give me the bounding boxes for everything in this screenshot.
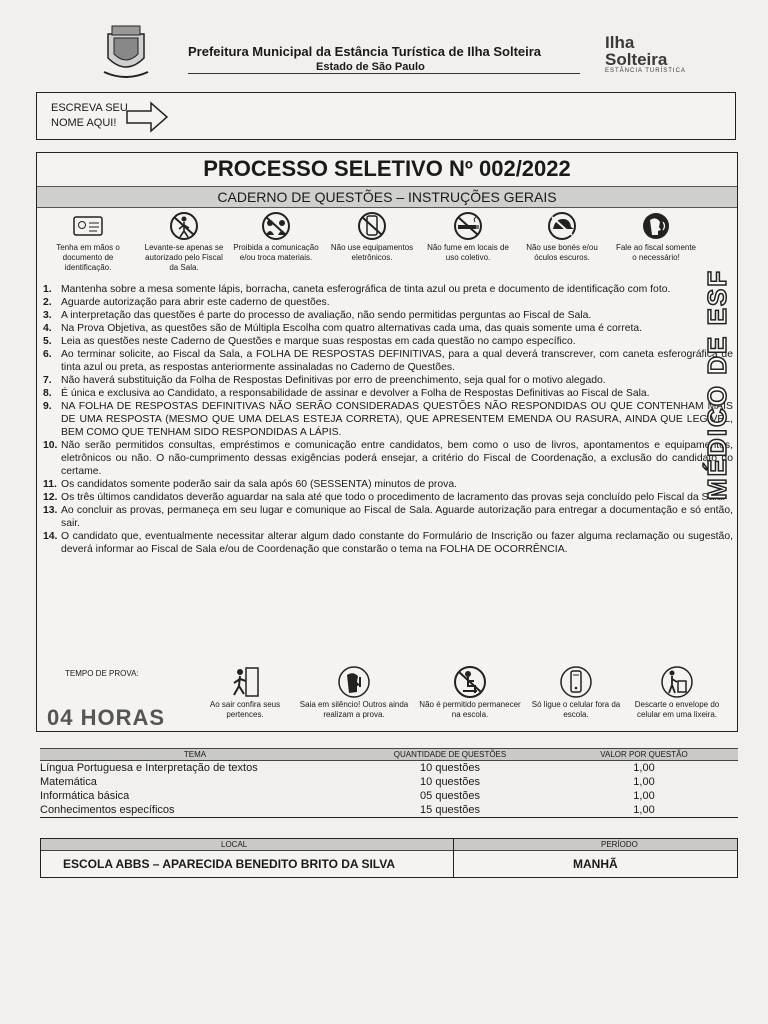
prefeitura-title: Prefeitura Municipal da Estância Turística de Ilha Solteira [188, 44, 542, 59]
instruction-text: Não haverá substituição da Folha de Respostas Definitivas por erro de preenchimento, seja qual for o motivo alegado. [61, 375, 606, 386]
trash-icon [660, 665, 694, 699]
tempo-label: TEMPO DE PROVA: [65, 669, 139, 678]
logo-line2: Solteira [605, 50, 668, 69]
location-header [41, 839, 737, 851]
col-valor: VALOR POR QUESTÃO [550, 749, 738, 761]
instruction-number: 2. [43, 297, 52, 308]
rule-id-card [45, 209, 131, 273]
instruction-item [43, 530, 733, 556]
id-card-icon [71, 211, 105, 241]
bottom-rule-caption: Não é permitido permanecer na escola. [419, 700, 521, 719]
page-header [100, 24, 740, 86]
no-phone-icon [355, 211, 389, 241]
municipal-crest-icon [100, 24, 152, 80]
rule-no-phone [329, 209, 415, 263]
location-divider [453, 839, 454, 877]
logo-line3: ESTÂNCIA TURÍSTICA [605, 68, 686, 74]
instruction-item [43, 491, 733, 504]
arrow-right-icon [125, 101, 169, 133]
instruction-item [43, 400, 733, 439]
instruction-number: 12. [43, 492, 58, 503]
header-rule [188, 73, 580, 74]
instruction-number: 4. [43, 323, 52, 334]
instruction-item [43, 504, 733, 530]
instruction-number: 6. [43, 349, 52, 360]
rule-no-standing [141, 209, 227, 273]
instruction-number: 1. [43, 284, 52, 295]
tempo-value: 04 HORAS [47, 705, 166, 730]
role-vertical-label [688, 268, 748, 520]
name-prompt-line2: NOME AQUI! [51, 117, 117, 129]
no-cap-icon [545, 211, 579, 241]
rule-caption: Não use bonés e/ou óculos escuros. [526, 243, 598, 262]
table-cell: 1,00 [633, 790, 655, 802]
rule-no-talking [233, 209, 319, 263]
instruction-number: 8. [43, 388, 52, 399]
table-cell: Conhecimentos específicos [40, 803, 350, 818]
rule-no-smoking [425, 209, 511, 263]
rule-caption: Não fume em locais de uso coletivo. [427, 243, 509, 262]
table-cell: Matemática [40, 776, 97, 788]
instruction-item [43, 374, 733, 387]
bottom-rule-exit [195, 665, 295, 720]
bottom-rule-caption: Só ligue o celular fora da escola. [531, 700, 621, 719]
periodo-label: PERÍODO [601, 840, 638, 849]
table-header-row [40, 749, 738, 761]
ilha-solteira-logo [605, 34, 686, 74]
role-title: MÉDICO DE ESF [702, 268, 732, 500]
table-cell: 05 questões [420, 790, 480, 802]
instruction-number: 5. [43, 336, 52, 347]
instructions-panel [36, 152, 738, 732]
instruction-text: É única e exclusiva ao Candidato, a responsabilidade de assinar e devolver a Folha de Respostas Definitivas ao Fiscal de Sala. [61, 388, 650, 399]
periodo-value: MANHÃ [573, 857, 618, 871]
table-cell: 10 questões [420, 762, 480, 774]
exam-title: PROCESSO SELETIVO Nº 002/2022 [203, 156, 571, 181]
table-row [40, 803, 738, 818]
instruction-item [43, 335, 733, 348]
bottom-rule-no-stay [417, 665, 523, 720]
no-stay-icon [453, 665, 487, 699]
instruction-text: Ao terminar solicite, ao Fiscal da Sala, a FOLHA DE RESPOSTAS DEFINITIVAS, para a qual deverá transcrever, com caneta esferográfica de tinta azul ou preta, as respostas anteriormente assinaladas no Caderno de Questões. [61, 349, 733, 373]
no-talking-icon [259, 211, 293, 241]
table-cell: Informática básica [40, 790, 130, 802]
instruction-number: 7. [43, 375, 52, 386]
instruction-number: 11. [43, 479, 57, 490]
instruction-text: Na Prova Objetiva, as questões são de Múltipla Escolha com quatro alternativas cada uma, das quais somente uma é correta. [61, 323, 643, 334]
rule-caption: Tenha em mãos o documento de identificação. [56, 243, 120, 272]
bottom-rule-caption: Saia em silêncio! Outros ainda realizam a prova. [299, 700, 409, 719]
rule-speak [613, 209, 699, 263]
no-smoking-icon [451, 211, 485, 241]
rule-icons-row [37, 209, 737, 281]
table-cell: 1,00 [633, 776, 655, 788]
state-subtitle: Estado de São Paulo [316, 61, 425, 73]
logo-line1: Ilha [605, 33, 635, 52]
bottom-rule-caption: Ao sair confira seus pertences. [209, 700, 281, 719]
instruction-number: 9. [43, 401, 52, 412]
name-field[interactable] [36, 92, 736, 140]
col-tema: TEMA [40, 749, 350, 761]
rule-no-cap [519, 209, 605, 263]
instruction-item [43, 439, 733, 478]
instruction-text: O candidato que, eventualmente necessitar alterar algum dado constante do Formulário de Inscrição ou fazer alguma reclamação ou sugestão, deverá informar ao Fiscal de Sala e/ou de Coordenação que constarão o tema na FOLHA DE OCORRÊNCIA. [61, 531, 733, 555]
instruction-item [43, 283, 733, 296]
instruction-item [43, 348, 733, 374]
phone-outside-icon [559, 665, 593, 699]
bottom-rule-phone-outside [531, 665, 621, 720]
table-cell: 1,00 [633, 762, 655, 774]
instruction-text: A interpretação das questões é parte do processo de avaliação, não sendo permitidas perguntas ao Fiscal de Sala. [61, 310, 592, 321]
instruction-number: 3. [43, 310, 52, 321]
instruction-item [43, 478, 733, 491]
table-cell: Língua Portuguesa e Interpretação de textos [40, 762, 258, 774]
instruction-item [43, 387, 733, 400]
table-row [40, 761, 738, 776]
instruction-text: Os três últimos candidatos deverão aguardar na sala até que todo o procedimento de lacramento das provas seja concluído pelo Fiscal da Sala. [61, 492, 726, 503]
rule-caption: Fale ao fiscal somente o necessário! [615, 243, 697, 262]
silence-icon [337, 665, 371, 699]
no-standing-icon [167, 211, 201, 241]
instruction-item [43, 296, 733, 309]
instruction-item [43, 309, 733, 322]
bottom-rule-trash [623, 665, 731, 720]
instruction-text: Mantenha sobre a mesa somente lápis, borracha, caneta esferográfica de tinta azul ou preta e documento de identificação com foto. [61, 284, 671, 295]
instruction-number: 10. [43, 440, 58, 451]
name-prompt-line1: ESCREVA SEU [51, 102, 128, 114]
instruction-text: Ao concluir as provas, permaneça em seu lugar e comunique ao Fiscal de Sala. Aguarde autorização para entregar a documentação e só então, sair. [61, 505, 733, 529]
subjects-table [40, 748, 738, 818]
exit-icon [228, 665, 262, 699]
table-cell: 15 questões [350, 803, 550, 818]
tempo-row [37, 665, 737, 733]
instruction-text: Leia as questões neste Caderno de Questões e marque suas respostas em cada questão no campo específico. [61, 336, 576, 347]
rule-caption: Levante-se apenas se autorizado pelo Fiscal da Sala. [144, 243, 224, 272]
instruction-text: NA FOLHA DE RESPOSTAS DEFINITIVAS NÃO SERÃO CONSIDERADAS QUESTÕES NÃO RESPONDIDAS OU QUE CONTENHAM MAIS DE UMA RESPOSTA (MESMO QUE UMA DELAS ESTEJA CORRETA), QUE APRESENTEM EMENDA OU RASURA, AINDA QUE LEGÍVEL, BEM COMO QUE TENHAM SIDO RESPONDIDAS A LÁPIS. [61, 401, 733, 438]
speak-icon [639, 211, 673, 241]
table-cell: 1,00 [550, 803, 738, 818]
table-row [40, 775, 738, 789]
instruction-text: Não serão permitidos consultas, empréstimos e comunicação entre candidatos, bem como o uso de livros, apontamentos e equipamentos, eletrônicos ou não. O não-cumprimento dessas exigências poderá ensejar, a critério do Fiscal de Coordenação, a exclusão do candidato do certame. [61, 440, 733, 477]
instruction-text: Aguarde autorização para abrir este caderno de questões. [61, 297, 330, 308]
bottom-rule-silence [299, 665, 409, 720]
instruction-text: Os candidatos somente poderão sair da sala após 60 (SESSENTA) minutos de prova. [61, 479, 458, 490]
instructions-list [43, 283, 733, 556]
local-value: ESCOLA ABBS – APARECIDA BENEDITO BRITO DA SILVA [63, 857, 396, 871]
table-cell: 10 questões [420, 776, 480, 788]
location-box [40, 838, 738, 878]
col-quantidade: QUANTIDADE DE QUESTÕES [350, 749, 550, 761]
rule-caption: Proibida a comunicação e/ou troca materiais. [233, 243, 319, 262]
section-title: CADERNO DE QUESTÕES – INSTRUÇÕES GERAIS [37, 186, 737, 208]
instruction-number: 14. [43, 531, 58, 542]
bottom-rule-caption: Descarte o envelope do celular em uma lixeira. [634, 700, 720, 719]
rule-caption: Não use equipamentos eletrônicos. [330, 243, 414, 262]
local-label: LOCAL [221, 840, 248, 849]
instruction-number: 13. [43, 505, 58, 516]
table-row [40, 789, 738, 803]
instruction-item [43, 322, 733, 335]
